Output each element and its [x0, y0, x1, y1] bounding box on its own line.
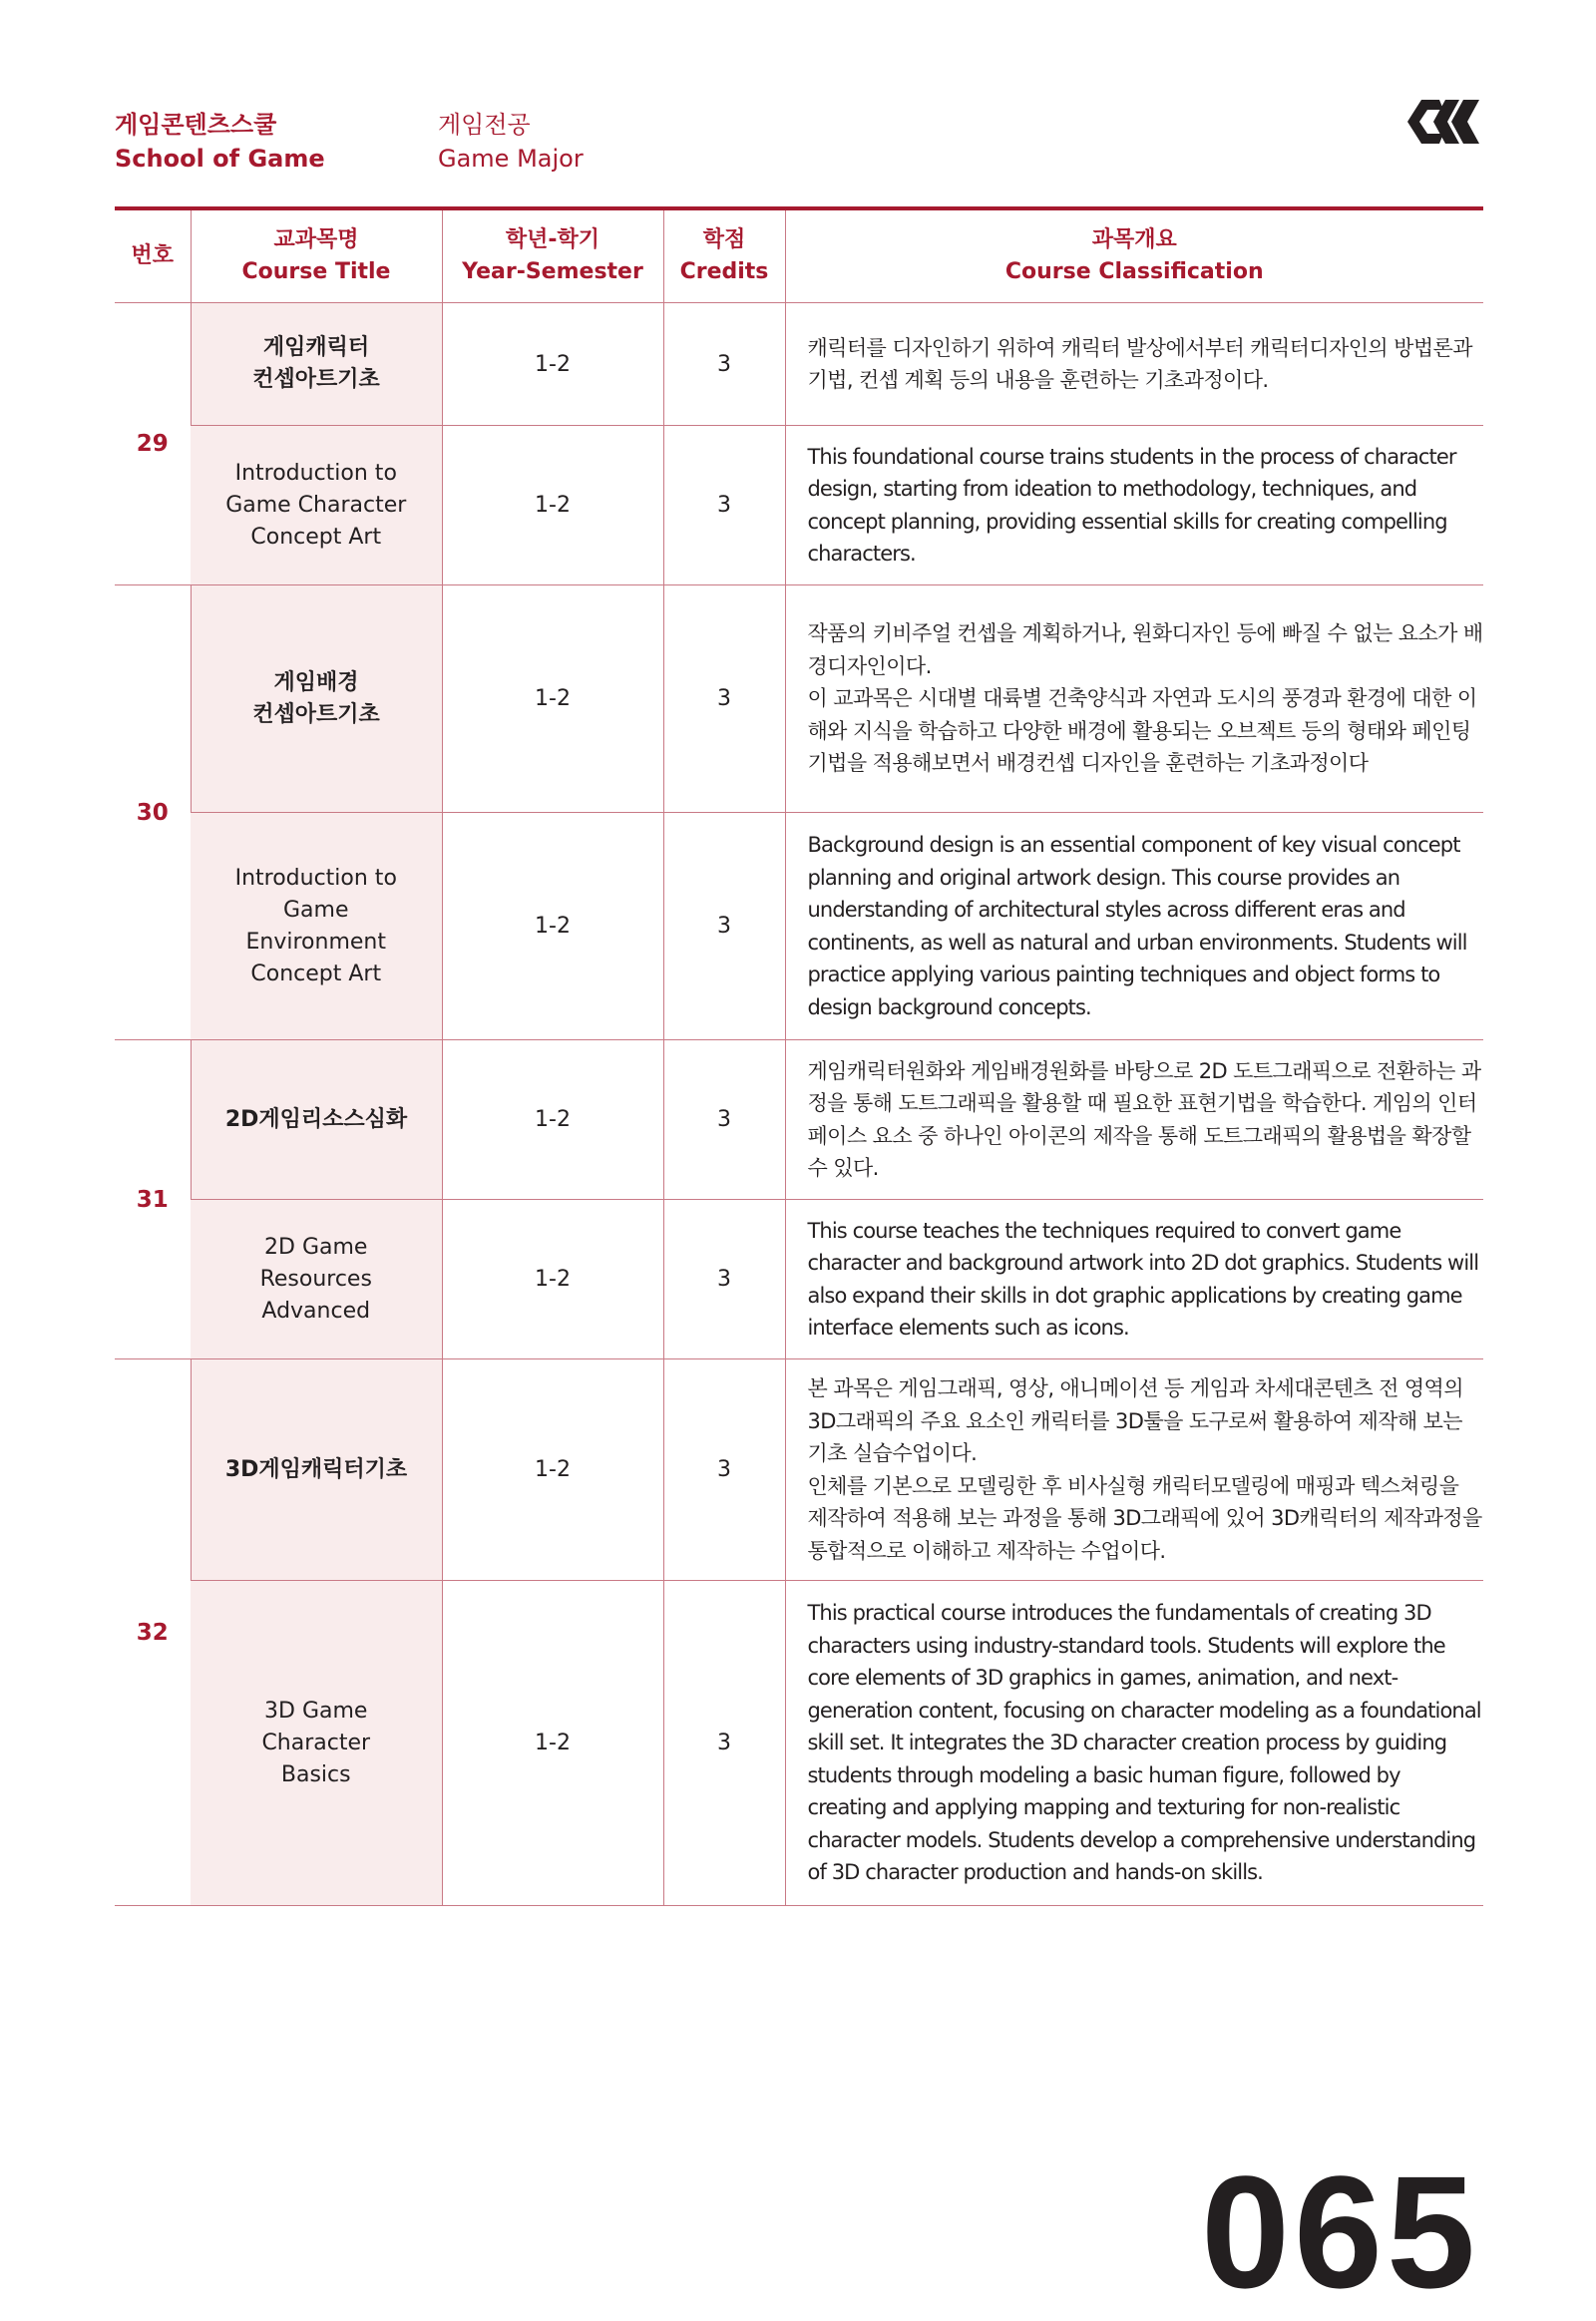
table-row: [115, 1040, 1483, 1200]
course-title: 게임배경 컨셉아트기초: [191, 585, 442, 813]
header-description-en: Course Classification: [1004, 259, 1264, 284]
ck-logo-icon: [1403, 92, 1483, 152]
major-name-en: Game Major: [438, 145, 584, 173]
course-title: 2D게임리소스심화: [191, 1040, 442, 1200]
credits: 3: [663, 1200, 785, 1359]
header-year-semester-en: Year-Semester: [462, 259, 643, 284]
credits: 3: [663, 813, 785, 1040]
course-description: 게임캐릭터원화와 게임배경원화를 바탕으로 2D 도트그래픽으로 전환하는 과정을 통해 도트그래픽을 활용할 때 필요한 표현기법을 학습한다. 게임의 인터페이스 요소 중 하나인 아이콘의 제작을 통해 도트그래픽의 활용법을 확장할 수 있다.: [785, 1040, 1483, 1200]
table-row: [115, 1200, 1483, 1359]
credits: 3: [663, 1040, 785, 1200]
year-semester: 1-2: [442, 1581, 663, 1906]
credits: 3: [663, 585, 785, 813]
header-credits-en: Credits: [679, 259, 769, 284]
course-number: 29: [115, 303, 191, 585]
course-title: 3D Game Character Basics: [191, 1581, 442, 1906]
page-header: [115, 108, 1483, 188]
year-semester: 1-2: [442, 1200, 663, 1359]
credits: 3: [663, 1581, 785, 1906]
course-number: 30: [115, 585, 191, 1040]
header-course-title: [191, 208, 442, 303]
course-title: 2D Game Resources Advanced: [191, 1200, 442, 1359]
year-semester: 1-2: [442, 1359, 663, 1581]
course-description: 캐릭터를 디자인하기 위하여 캐릭터 발상에서부터 캐릭터디자인의 방법론과 기법, 컨셉 계획 등의 내용을 훈련하는 기초과정이다.: [785, 303, 1483, 426]
header-credits: [663, 208, 785, 303]
course-description: This practical course introduces the fundamentals of creating 3D characters using industry-standard tools. Students will explore the core elements of 3D graphics in games, animation, and next-generation content, focusing on character modeling as a foundational skill set. It integrates the 3D character creation process by guiding students through modeling a basic human figure, followed by creating and applying mapping and texturing for non-realistic character models. Students develop a comprehensive understanding of 3D character production and hands-on skills.: [785, 1581, 1483, 1906]
year-semester: 1-2: [442, 303, 663, 426]
course-number: 31: [115, 1040, 191, 1359]
credits: 3: [663, 303, 785, 426]
header-course-title-ko: 교과목명: [273, 227, 359, 252]
course-title: 게임캐릭터 컨셉아트기초: [191, 303, 442, 426]
header-year-semester: [442, 208, 663, 303]
page-number: 065: [1201, 2142, 1479, 2321]
year-semester: 1-2: [442, 1040, 663, 1200]
course-title: 3D게임캐릭터기초: [191, 1359, 442, 1581]
school-heading: [115, 108, 325, 176]
curriculum-table: [115, 206, 1483, 1906]
header-year-semester-ko: 학년-학기: [505, 227, 600, 252]
course-title: Introduction to Game Character Concept Art: [191, 426, 442, 585]
header-description: [785, 208, 1483, 303]
course-description: Background design is an essential component of key visual concept planning and original artwork design. This course provides an understanding of architectural styles across different eras and continents, as well as natural and urban environments. Students will practice applying various painting techniques and object forms to design background concepts.: [785, 813, 1483, 1040]
course-description: This foundational course trains students in the process of character design, starting from ideation to methodology, techniques, and concept planning, providing essential skills for creating compelling characters.: [785, 426, 1483, 585]
course-title: Introduction to Game Environment Concept Art: [191, 813, 442, 1040]
year-semester: 1-2: [442, 585, 663, 813]
course-description: 본 과목은 게임그래픽, 영상, 애니메이션 등 게임과 차세대콘텐츠 전 영역의 3D그래픽의 주요 요소인 캐릭터를 3D툴을 도구로써 활용하여 제작해 보는 기초 실습수업이다. 인체를 기본으로 모델링한 후 비사실형 캐릭터모델링에 매핑과 텍스쳐링을 제작하여 적용해 보는 과정을 통해 3D그래픽에 있어 3D캐릭터의 제작과정을 통합적으로 이해하고 제작하는 수업이다.: [785, 1359, 1483, 1581]
table-row: [115, 1359, 1483, 1581]
header-no: 번호: [115, 208, 191, 303]
table-row: [115, 813, 1483, 1040]
table-row: [115, 426, 1483, 585]
header-course-title-en: Course Title: [241, 259, 391, 284]
table-row: [115, 585, 1483, 813]
table-header-row: [115, 208, 1483, 303]
header-description-ko: 과목개요: [1091, 227, 1177, 252]
major-name-ko: 게임전공: [438, 111, 531, 139]
course-description: This course teaches the techniques required to convert game character and background artwork into 2D dot graphics. Students will also expand their skills in dot graphic applications by creating game interface elements such as icons.: [785, 1200, 1483, 1359]
year-semester: 1-2: [442, 813, 663, 1040]
table-row: [115, 303, 1483, 426]
course-number: 32: [115, 1359, 191, 1906]
credits: 3: [663, 426, 785, 585]
school-name-en: School of Game: [115, 145, 325, 173]
major-heading: [438, 108, 584, 176]
school-name-ko: 게임콘텐츠스쿨: [115, 111, 277, 139]
year-semester: 1-2: [442, 426, 663, 585]
course-description: 작품의 키비주얼 컨셉을 계획하거나, 원화디자인 등에 빠질 수 없는 요소가 배경디자인이다. 이 교과목은 시대별 대륙별 건축양식과 자연과 도시의 풍경과 환경에 대한 이해와 지식을 학습하고 다양한 배경에 활용되는 오브젝트 등의 형태와 페인팅기법을 적용해보면서 배경컨셉 디자인을 훈련하는 기초과정이다: [785, 585, 1483, 813]
table-row: [115, 1581, 1483, 1906]
header-credits-ko: 학점: [702, 227, 746, 252]
credits: 3: [663, 1359, 785, 1581]
